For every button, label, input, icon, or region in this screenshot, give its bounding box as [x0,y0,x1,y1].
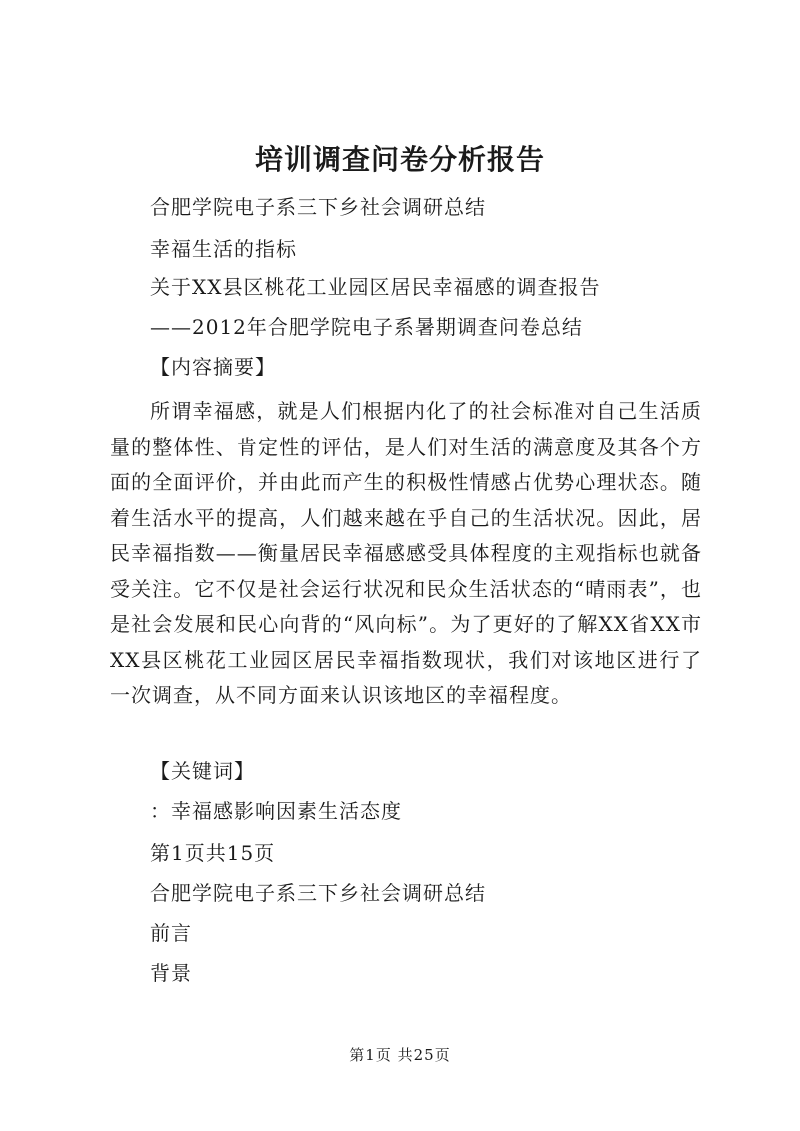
body-line: 合肥学院电子系三下乡社会调研总结 [150,881,486,905]
keywords-line: ：幸福感影响因素生活态度 [150,799,402,823]
document-title: 培训调查问卷分析报告 [254,143,545,176]
subtitle-line: 合肥学院电子系三下乡社会调研总结 [150,195,486,219]
section-heading-abstract: 【内容摘要】 [150,355,276,379]
page-count-line: 第1页共15页 [150,841,276,865]
body-line: 背景 [150,961,192,985]
subtitle-line: 关于XX县区桃花工业园区居民幸福感的调查报告 [150,275,601,299]
subtitle-line: 幸福生活的指标 [150,237,297,261]
page-footer: 第1页 共25页 [349,1046,451,1064]
section-heading-keywords: 【关键词】 [150,759,255,783]
abstract-paragraph: 所谓幸福感，就是人们根据内化了的社会标准对自己生活质量的整体性、肯定性的评估，是人们对生活的满意度及其各个方面的全面评价，并由此而产生的积极性情感占优势心理状态。随着生活水平的提高，人们越来越在乎自己的生活状况。因此，居民幸福指数——衡量居民幸福感感受具体程度的主观指标也就备受关注。它不仅是社会运行状况和民众生活状态的“晴雨表”，也是社会发展和民心向背的“风向标”。为了更好的了解XX省XX市XX县区桃花工业园区居民幸福指数现状，我们对该地区进行了一次调查，从不同方面来认识该地区的幸福程度。 [110,399,702,707]
subtitle-line: ——2012年合肥学院电子系暑期调查问卷总结 [150,315,583,339]
body-line: 前言 [150,921,192,945]
